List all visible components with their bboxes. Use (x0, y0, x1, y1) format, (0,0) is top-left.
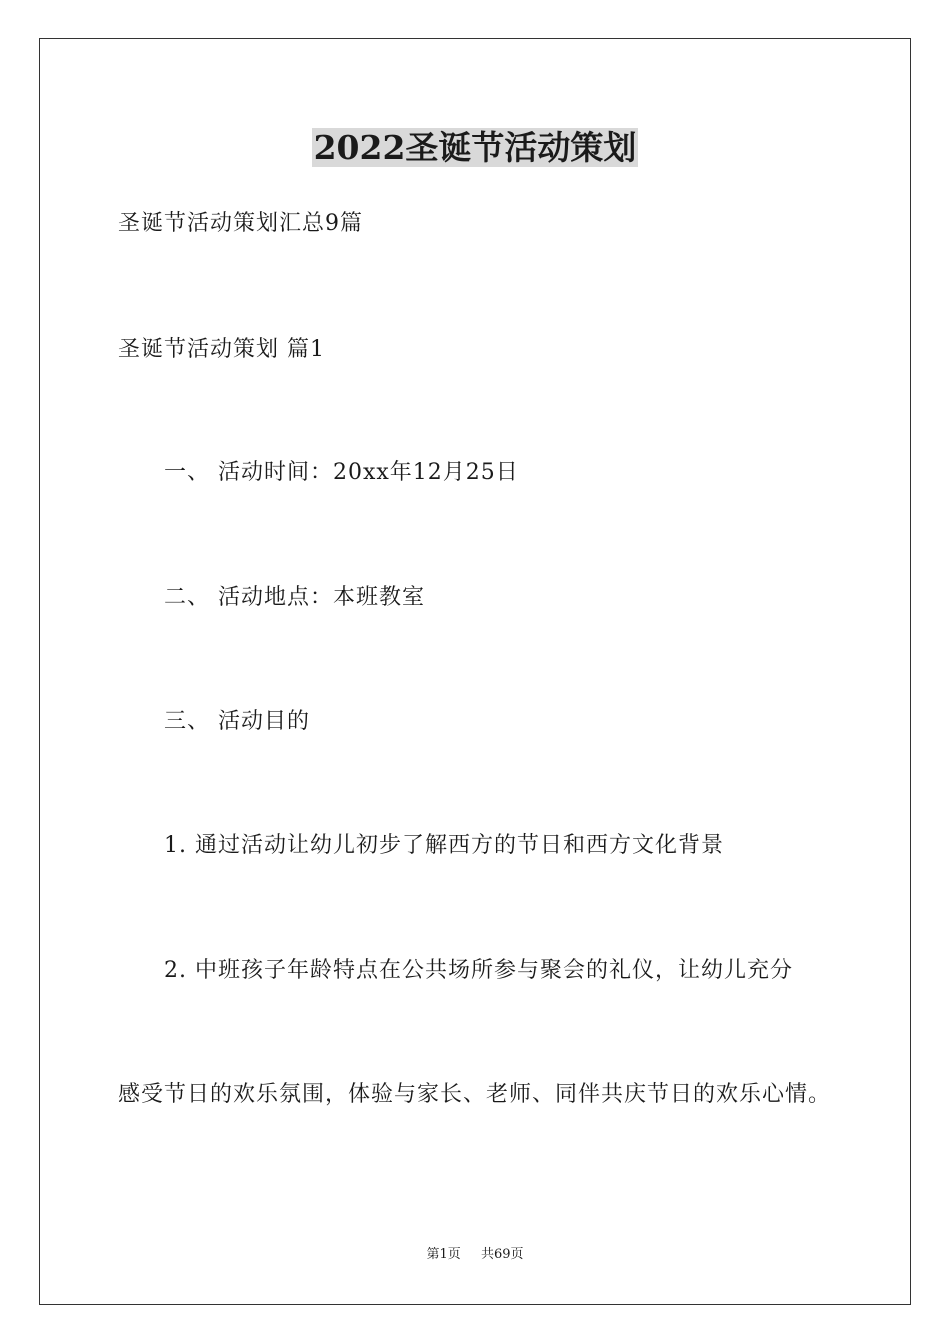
purpose-point-2-continued: 感受节日的欢乐氛围，体验与家长、老师、同伴共庆节日的欢乐心情。 (118, 1082, 832, 1107)
item-time: 一、 活动时间：20xx年12月25日 (164, 460, 519, 485)
document-title (0, 126, 950, 170)
purpose-point-2: 2. 中班孩子年龄特点在公共场所参与聚会的礼仪，让幼儿充分 (164, 958, 793, 983)
page-total: 共69页 (480, 1247, 524, 1262)
page-footer (0, 1246, 950, 1264)
document-title-text: 2022圣诞节活动策划 (313, 128, 637, 167)
item-location: 二、 活动地点：本班教室 (164, 585, 425, 610)
item-purpose: 三、 活动目的 (164, 709, 310, 734)
page-number: 第1页 (426, 1247, 461, 1262)
summary-heading: 圣诞节活动策划汇总9篇 (118, 211, 363, 236)
section-heading: 圣诞节活动策划 篇1 (118, 337, 325, 362)
purpose-point-1: 1. 通过活动让幼儿初步了解西方的节日和西方文化背景 (164, 833, 724, 858)
